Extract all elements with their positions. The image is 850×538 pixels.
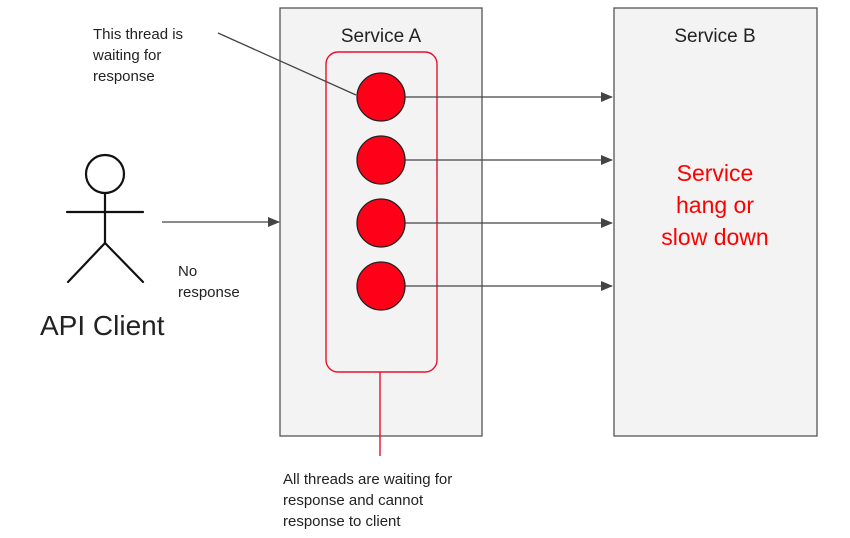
note-line: response and cannot	[283, 492, 424, 509]
service-b-status	[615, 157, 815, 253]
service-b-status-line: Service	[676, 160, 754, 186]
api-client-label: API Client	[40, 310, 165, 341]
note-line: waiting for	[93, 47, 162, 64]
api-client-figure	[67, 155, 143, 282]
no-response-note	[178, 261, 240, 303]
note-line: All threads are waiting for	[283, 471, 453, 488]
note-line: response to client	[283, 513, 401, 530]
figure-head	[86, 155, 124, 193]
figure-right-leg	[105, 243, 143, 282]
figure-left-leg	[68, 243, 105, 282]
note-line: response	[93, 68, 155, 85]
all-threads-note	[283, 469, 452, 532]
service-a-title: Service A	[340, 26, 422, 47]
thread-circle	[357, 73, 405, 121]
service-b-status-line: slow down	[661, 224, 769, 250]
note-line: This thread is	[93, 26, 184, 43]
thread-circle	[357, 199, 405, 247]
thread-waiting-note	[93, 24, 183, 87]
service-b-title: Service B	[674, 26, 756, 47]
service-b-status-line: hang or	[675, 192, 754, 218]
thread-circle	[357, 262, 405, 310]
note-line: No	[178, 263, 198, 280]
thread-circle	[357, 136, 405, 184]
note-line: response	[178, 284, 240, 301]
